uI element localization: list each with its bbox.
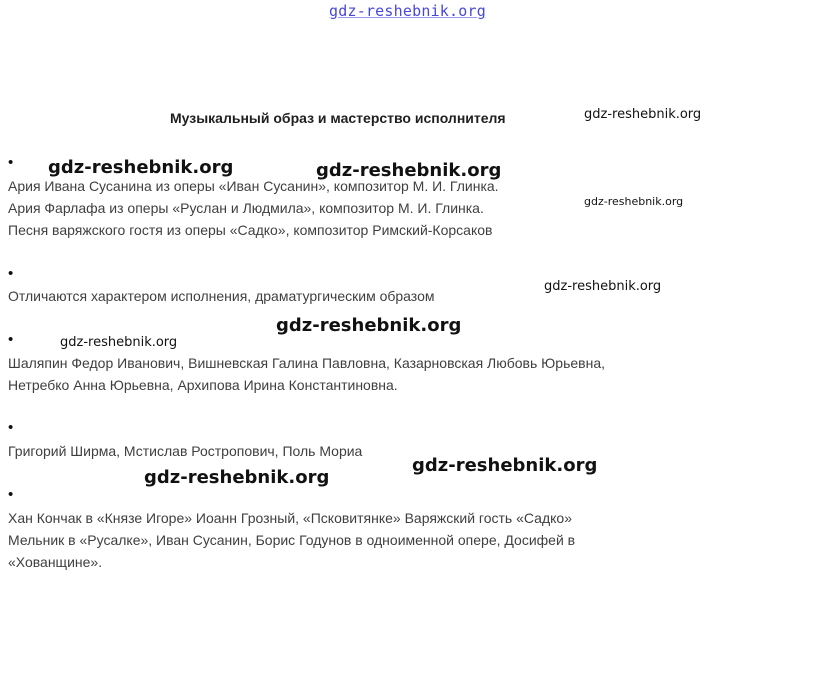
bullet-2: • [8, 265, 14, 282]
bullet-1: • [8, 154, 14, 171]
watermark: gdz-reshebnik.org [60, 335, 178, 350]
section-3-line-2: Нетребко Анна Юрьевна, Архипова Ирина Константиновна. [8, 377, 398, 393]
section-1-line-3: Песня варяжского гостя из оперы «Садко», композитор Римский-Корсаков [8, 222, 493, 238]
section-4-line-1: Григорий Ширма, Мстислав Ростропович, Поль Мориа [8, 443, 363, 459]
section-1-line-1: Ария Ивана Сусанина из оперы «Иван Сусанин», композитор М. И. Глинка. [8, 178, 499, 194]
bullet-4: • [8, 419, 14, 436]
bullet-3: • [8, 331, 14, 348]
section-5-line-3: «Хованщине». [8, 554, 103, 570]
watermark: gdz-reshebnik.org [584, 195, 684, 208]
section-3-line-1: Шаляпин Федор Иванович, Вишневская Галина Павловна, Казарновская Любовь Юрьевна, [8, 355, 606, 371]
section-2-line-1: Отличаются характером исполнения, драматургическим образом [8, 288, 435, 304]
watermark: gdz-reshebnik.org [316, 160, 502, 181]
watermark: gdz-reshebnik.org [584, 107, 702, 122]
watermark: gdz-reshebnik.org [276, 315, 462, 336]
section-5-line-1: Хан Кончак в «Князе Игоре» Иоанн Грозный, «Псковитянке» Варяжский гость «Садко» [8, 510, 572, 526]
section-5-line-2: Мельник в «Русалке», Иван Сусанин, Борис Годунов в одноименной опере, Досифей в [8, 532, 576, 548]
watermark: gdz-reshebnik.org [144, 467, 330, 488]
watermark-top: gdz-reshebnik.org [329, 2, 486, 20]
section-1-line-2: Ария Фарлафа из оперы «Руслан и Людмила», композитор М. И. Глинка. [8, 200, 484, 216]
watermark: gdz-reshebnik.org [48, 157, 234, 178]
watermark: gdz-reshebnik.org [544, 279, 662, 294]
page-title: Музыкальный образ и мастерство исполнителя [170, 110, 506, 126]
watermark: gdz-reshebnik.org [412, 455, 598, 476]
bullet-5: • [8, 486, 14, 503]
